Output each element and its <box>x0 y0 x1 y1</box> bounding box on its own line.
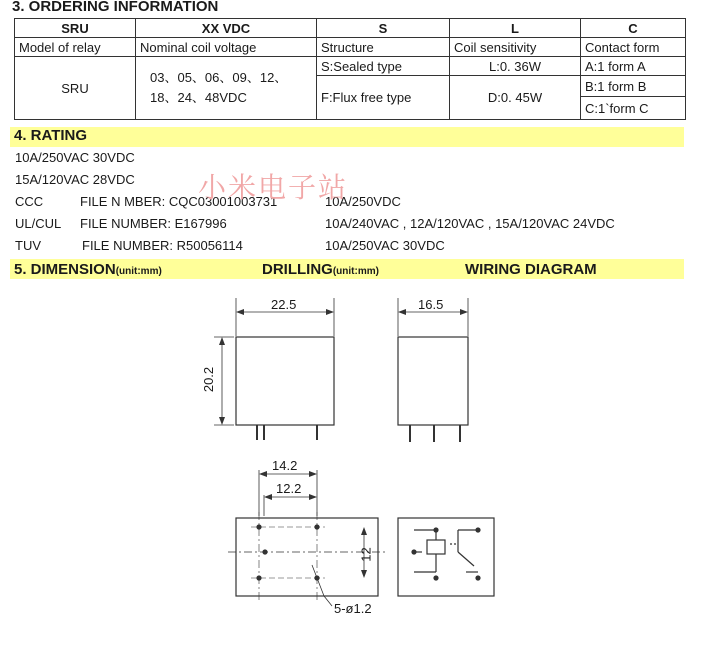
table-cell: Coil sensitivity <box>450 38 581 57</box>
voltage-line: 03、05、06、09、12、 <box>150 70 288 85</box>
drill-vertical-label: 12 <box>358 547 374 562</box>
voltage-cell <box>136 57 317 120</box>
drilling-section-title <box>262 261 379 278</box>
cert-file: FILE NUMBER: R50056114 <box>82 238 243 253</box>
dimension-unit: (unit:mm) <box>115 266 162 277</box>
table-cell: Structure <box>317 38 450 57</box>
dim-depth-label: 16.5 <box>418 297 444 312</box>
front-view-body <box>236 337 334 425</box>
cert-label: UL/CUL <box>15 216 62 231</box>
drilling-outline <box>236 518 378 596</box>
dimension-section-title <box>14 261 162 278</box>
cert-label: CCC <box>15 194 44 209</box>
cert-file: FILE N MBER: CQC03001003731 <box>80 194 278 209</box>
dimension-title: 5. DIMENSION <box>14 261 116 278</box>
sensitivity-cell: L:0. 36W <box>450 57 581 76</box>
table-row <box>15 57 686 76</box>
table-cell: Model of relay <box>15 38 136 57</box>
table-cell: Nominal coil voltage <box>136 38 317 57</box>
contact-cell: C:1`form C <box>581 97 686 120</box>
model-cell: SRU <box>15 57 136 120</box>
sensitivity-cell: D:0. 45W <box>450 76 581 120</box>
dim-height-label: 20.2 <box>201 366 217 393</box>
drill-holes-label: 5-ø1.2 <box>334 601 372 616</box>
structure-cell: F:Flux free type <box>317 76 450 120</box>
ordering-table <box>14 18 686 120</box>
table-header: C <box>581 19 686 38</box>
table-header: XX VDC <box>136 19 317 38</box>
watermark: 小米电子站 <box>198 171 349 204</box>
cert-rating: 10A/250VAC 30VDC <box>325 238 445 253</box>
drill-outer-label: 14.2 <box>272 458 298 473</box>
drilling-unit: (unit:mm) <box>332 266 379 277</box>
cert-rating: 10A/250VDC <box>325 194 401 209</box>
drill-inner-label: 12.2 <box>276 481 302 496</box>
table-header: S <box>317 19 450 38</box>
cert-file: FILE NUMBER: E167996 <box>80 216 227 231</box>
voltage-line: 18、24、48VDC <box>150 90 247 105</box>
wiring-section-title: WIRING DIAGRAM <box>465 261 597 278</box>
table-header-row <box>15 19 686 38</box>
rating-section-band <box>10 127 684 147</box>
rating-line: 10A/250VAC 30VDC <box>15 150 135 165</box>
rating-section-title: 4. RATING <box>14 127 88 144</box>
wiring-outline <box>398 518 494 596</box>
ordering-section-title: 3. ORDERING INFORMATION <box>12 0 219 15</box>
table-subheader-row <box>15 38 686 57</box>
cert-rating: 10A/240VAC , 12A/120VAC , 15A/120VAC 24VDC <box>325 216 615 231</box>
table-header: L <box>450 19 581 38</box>
contact-cell: B:1 form B <box>581 76 686 97</box>
rating-line: 15A/120VAC 28VDC <box>15 172 135 187</box>
dim-width-label: 22.5 <box>271 297 297 312</box>
structure-cell: S:Sealed type <box>317 57 450 76</box>
table-header: SRU <box>15 19 136 38</box>
side-view-body <box>398 337 468 425</box>
table-cell: Contact form <box>581 38 686 57</box>
contact-cell: A:1 form A <box>581 57 686 76</box>
cert-label: TUV <box>15 238 41 253</box>
drilling-title: DRILLING <box>262 261 333 278</box>
